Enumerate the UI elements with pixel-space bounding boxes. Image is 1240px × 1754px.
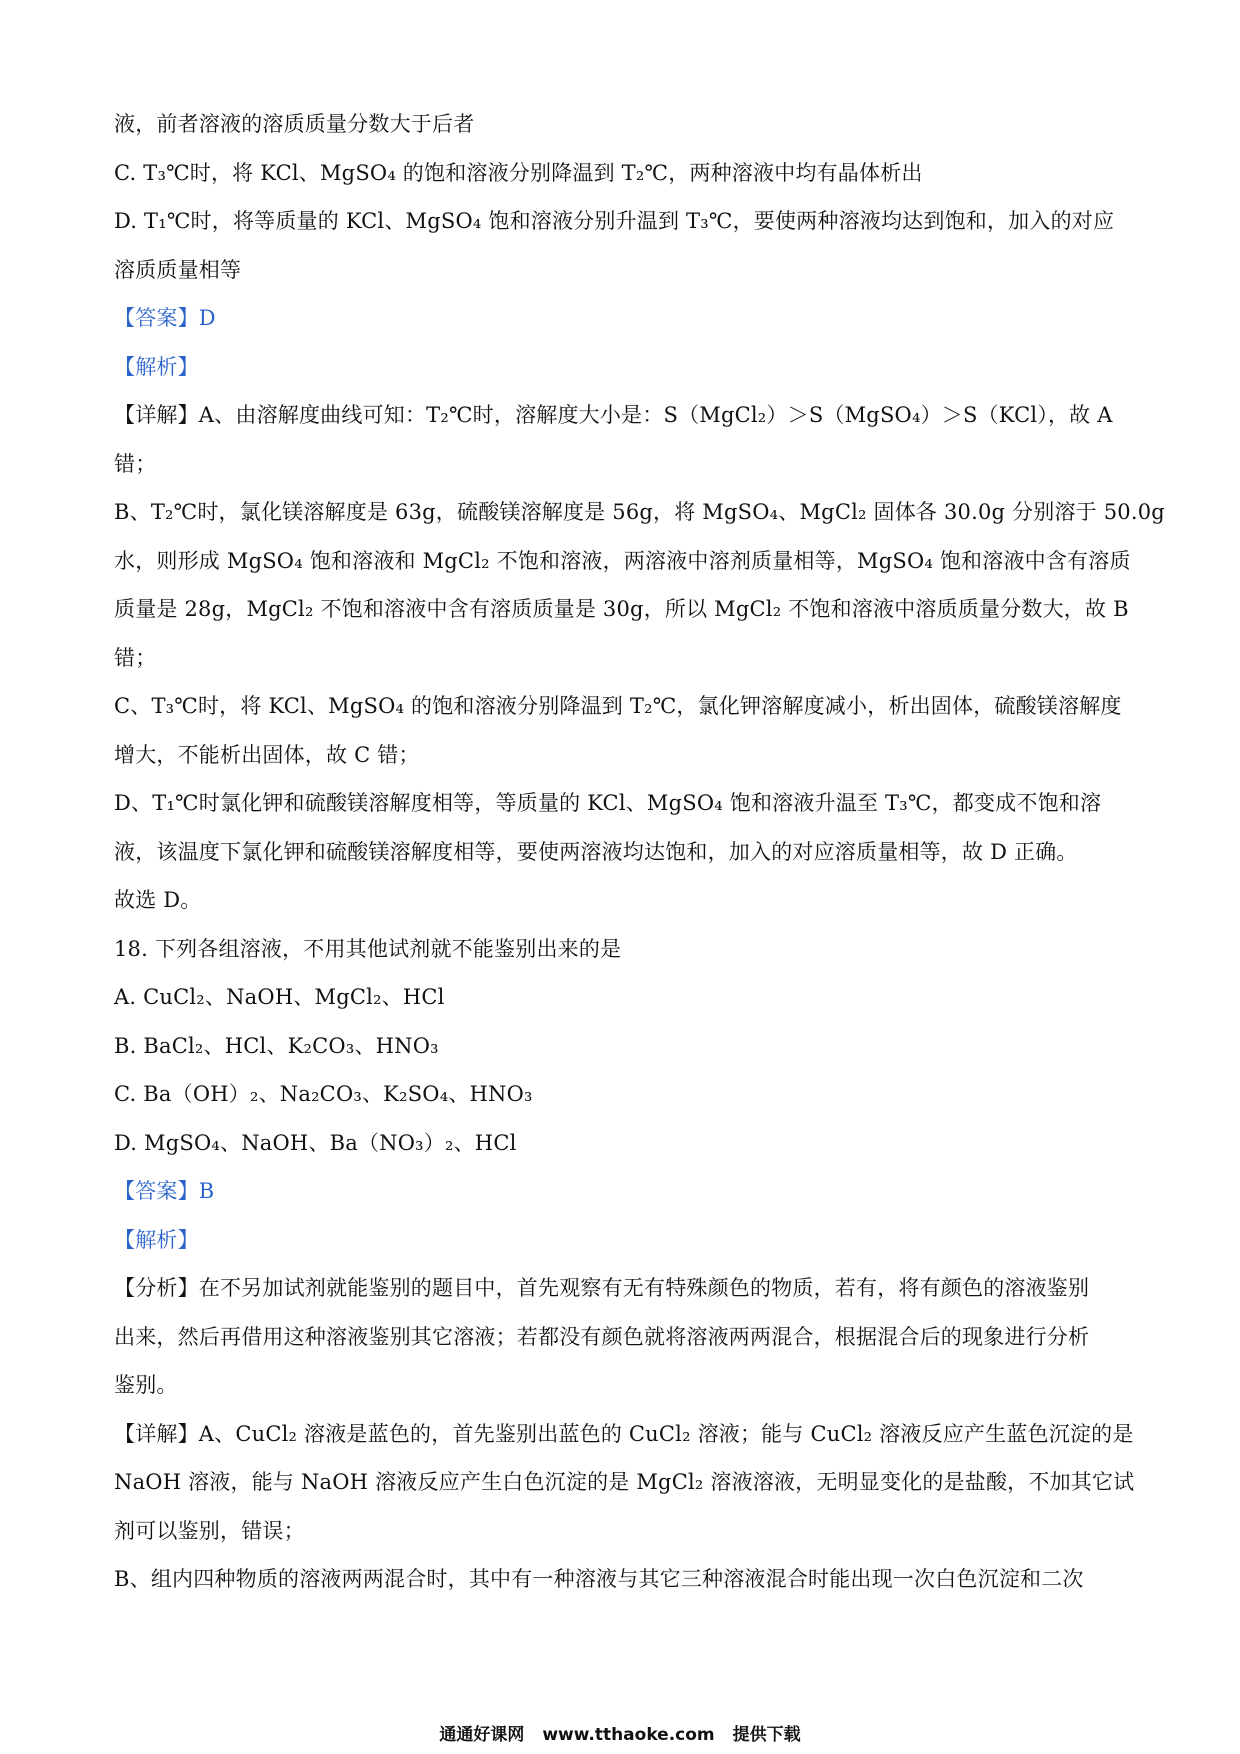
text-line: 【分析】在不另加试剂就能鉴别的题目中，首先观察有无有特殊颜色的物质，若有，将有颜色的溶液鉴别 [114,1276,1090,1300]
text-line: 出来，然后再借用这种溶液鉴别其它溶液；若都没有颜色就将溶液两两混合，根据混合后的现象进行分析 [114,1324,1090,1349]
text-line: 剂可以鉴别，错误； [114,1518,305,1543]
option-d: D. MgSO₄、NaOH、Ba（NO₃）₂、HCl [114,1130,517,1155]
text-line: D. T₁℃时，将等质量的 KCl、MgSO₄ 饱和溶液分别升温到 T₃℃，要使两种溶液均达到饱和，加入的对应 [114,209,1115,233]
text-line: 【详解】A、CuCl₂ 溶液是蓝色的，首先鉴别出蓝色的 CuCl₂ 溶液；能与 CuCl₂ 溶液反应产生蓝色沉淀的是 [114,1421,1134,1446]
option-b: B. BaCl₂、HCl、K₂CO₃、HNO₃ [114,1033,439,1058]
option-a: A. CuCl₂、NaOH、MgCl₂、HCl [114,985,445,1009]
text-line: 质量是 28g，MgCl₂ 不饱和溶液中含有溶质质量是 30g，所以 MgCl₂ 不饱和溶液中溶质质量分数大，故 B [114,597,1129,621]
text-line: 鉴别。 [114,1373,178,1397]
text-line: D、T₁℃时氯化钾和硫酸镁溶解度相等，等质量的 KCl、MgSO₄ 饱和溶液升温至 T₃℃，都变成不饱和溶 [114,791,1102,815]
option-c: C. Ba（OH）₂、Na₂CO₃、K₂SO₄、HNO₃ [114,1082,533,1106]
text-line: 液，前者溶液的溶质质量分数大于后者 [114,112,475,136]
text-line: C. T₃℃时，将 KCl、MgSO₄ 的饱和溶液分别降温到 T₂℃，两种溶液中均有晶体析出 [114,160,923,185]
text-line: 错； [114,451,157,476]
text-line: 【详解】A、由溶解度曲线可知：T₂℃时，溶解度大小是：S（MgCl₂）＞S（MgSO₄）＞S（KCl），故 A [114,403,1113,427]
footer-note: 提供下载 [732,1725,801,1745]
analysis-label: 【解析】 [114,354,199,379]
text-line: C、T₃℃时，将 KCl、MgSO₄ 的饱和溶液分别降温到 T₂℃，氯化钾溶解度减小，析出固体，硫酸镁溶解度 [114,694,1122,718]
text-line: 液，该温度下氯化钾和硫酸镁溶解度相等，要使两溶液均达饱和，加入的对应溶质量相等，故 D 正确。 [114,839,1078,864]
text-line: 增大，不能析出固体，故 C 错； [114,742,420,767]
text-line: 溶质质量相等 [114,257,242,282]
page-footer [0,1720,1240,1745]
text-line: NaOH 溶液，能与 NaOH 溶液反应产生白色沉淀的是 MgCl₂ 溶液溶液，无明显变化的是盐酸，不加其它试 [114,1470,1135,1494]
footer-url[interactable]: www.tthaoke.com [542,1725,715,1745]
text-line: 错； [114,645,157,670]
text-line: B、T₂℃时，氯化镁溶解度是 63g，硫酸镁溶解度是 56g，将 MgSO₄、MgCl₂ 固体各 30.0g 分别溶于 50.0g [114,500,1165,524]
text-line: B、组内四种物质的溶液两两混合时，其中有一种溶液与其它三种溶液混合时能出现一次白色沉淀和二次 [114,1567,1084,1591]
answer-label: 【答案】D [114,306,216,330]
answer-label: 【答案】B [114,1179,215,1203]
text-line: 水，则形成 MgSO₄ 饱和溶液和 MgCl₂ 不饱和溶液，两溶液中溶剂质量相等，MgSO₄ 饱和溶液中含有溶质 [114,548,1131,573]
document-body [114,100,1165,1604]
analysis-label: 【解析】 [114,1227,199,1252]
text-line: 故选 D。 [114,888,202,912]
question-title: 18. 下列各组溶液，不用其他试剂就不能鉴别出来的是 [114,936,622,961]
footer-site-name: 通通好课网 [439,1725,525,1745]
